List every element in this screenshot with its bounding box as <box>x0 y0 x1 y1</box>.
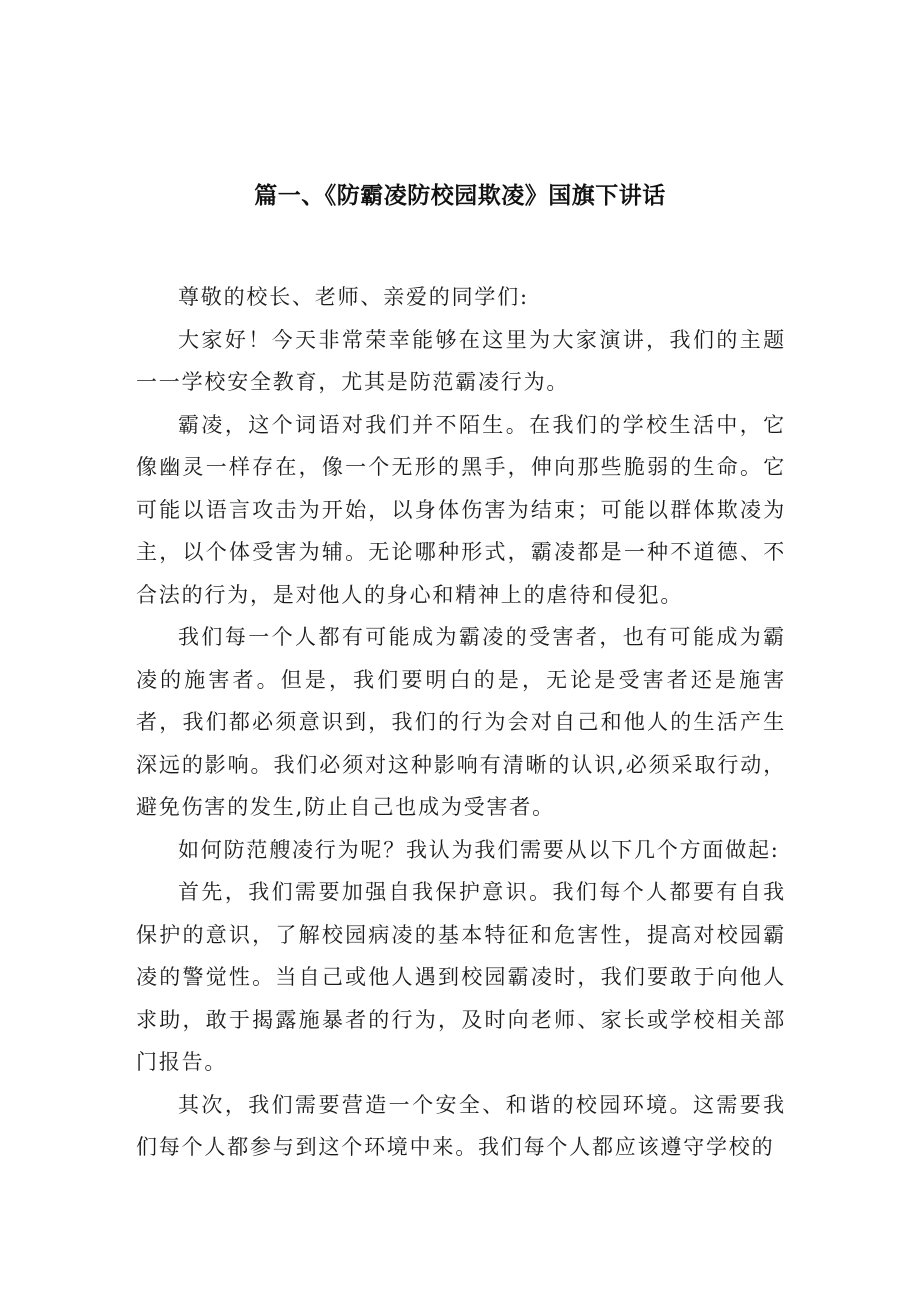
paragraph-greeting: 大家好！今天非常荣幸能够在这里为大家演讲，我们的主题一一学校安全教育，尤其是防范霸凌行为。 <box>136 327 786 394</box>
document-body <box>136 276 786 1169</box>
paragraph-salutation: 尊敬的校长、老师、亲爱的同学们: <box>178 285 529 309</box>
paragraph-victims-and-perpetrators: 我们每一个人都有可能成为霸凌的受害者，也有可能成为霸凌的施害者。但是，我们要明白的是，无论是受害者还是施害者，我们都必须意识到，我们的行为会对自己和他人的生活产生深远的影响。我们必须对这种影响有清晰的认识,必须采取行动，避免伤害的发生,防止自己也成为受害者。 <box>136 625 786 819</box>
paragraph-second-measure: 其次，我们需要营造一个安全、和谐的校园环境。这需要我们每个人都参与到这个环境中来。我们每个人都应该遵守学校的 <box>136 1092 786 1159</box>
paragraph-first-measure: 首先，我们需要加强自我保护意识。我们每个人都要有自我保护的意识，了解校园病凌的基本特征和危害性，提高对校园霸凌的警觉性。当自己或他人遇到校园霸凌时，我们要敢于向他人求助，敢于揭露施暴者的行为，及时向老师、家长或学校相关部门报告。 <box>136 880 786 1074</box>
paragraph-bullying-definition: 霸凌，这个词语对我们并不陌生。在我们的学校生活中，它像幽灵一样存在，像一个无形的黑手，伸向那些脆弱的生命。它可能以语言攻击为开始，以身体伤害为结束；可能以群体欺凌为主，以个体受害为辅。无论哪种形式，霸凌都是一种不道德、不合法的行为，是对他人的身心和精神上的虐待和侵犯。 <box>136 412 786 607</box>
document-title: 篇一、《防霸凌防校园欺凌》国旗下讲话 <box>254 183 666 209</box>
paragraph-how-to-prevent: 如何防范艘凌行为呢？我认为我们需要从以下几个方面做起: <box>178 837 780 862</box>
